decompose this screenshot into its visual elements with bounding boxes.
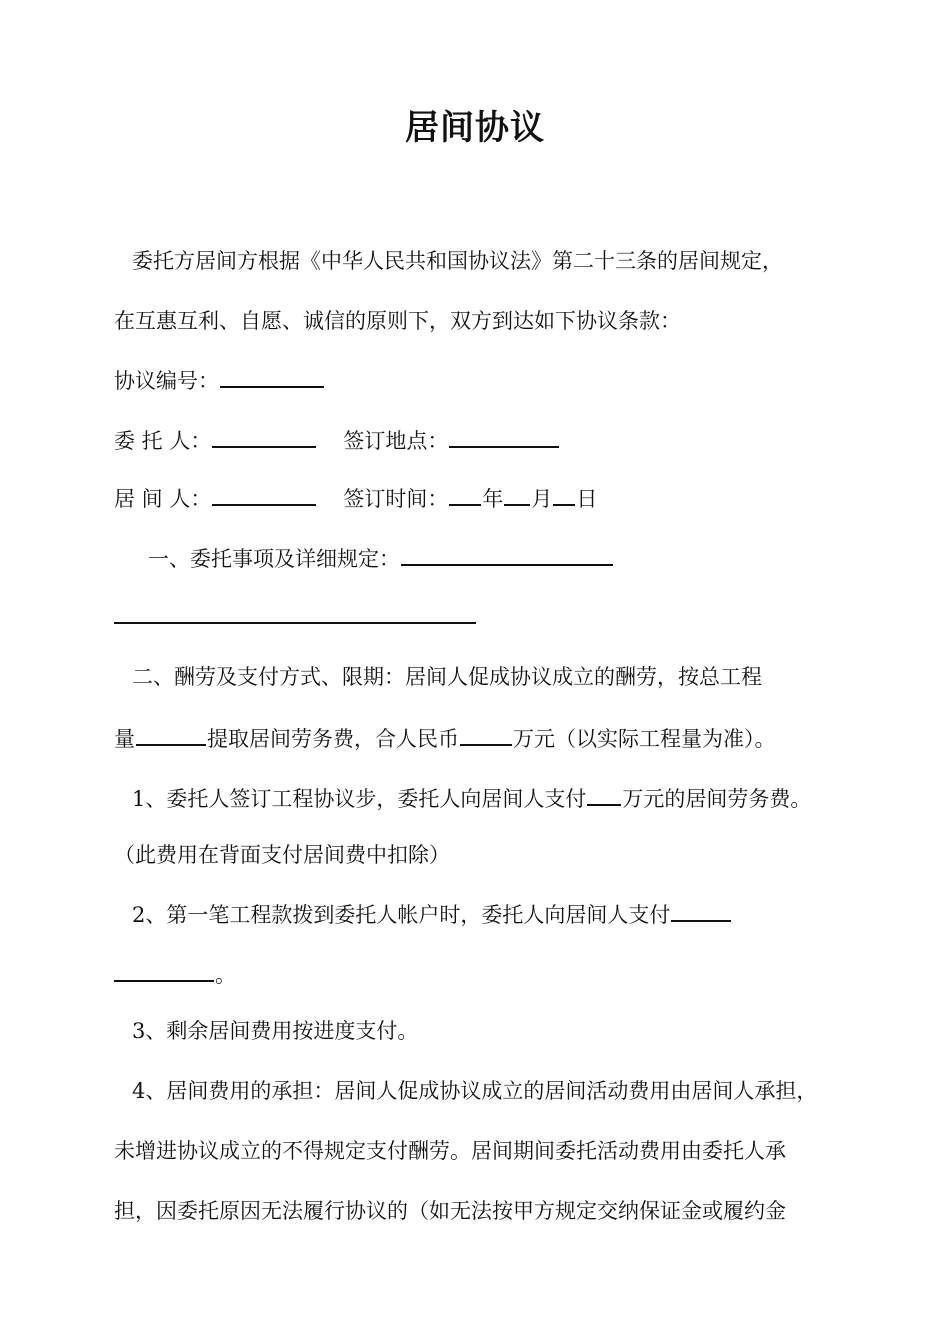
item-3-line-1: 3、剩余居间费用按进度支付。 [132,1019,419,1043]
item-1-line-2: （此费用在背面支付居间费中扣除） [114,843,450,867]
section-2-middle: 提取居间劳务费，合人民币 [207,727,459,751]
agreement-number-blank[interactable] [220,364,324,388]
item-4-line-3: 担，因委托原因无法履行协议的（如无法按甲方规定交纳保证金或履约金 [114,1199,786,1223]
item-4-line-2: 未增进协议成立的不得规定支付酬劳。居间期间委托活动费用由委托人承 [114,1139,786,1163]
section-1-blank-continued[interactable] [114,622,476,624]
section-1-label: 一、委托事项及详细规定： [148,547,400,571]
intermediary-label: 居 间 人： [114,487,212,511]
intro-line-1: 委托方居间方根据《中华人民共和国协议法》第二十三条的居间规定， [132,249,783,273]
sign-place-blank[interactable] [449,424,559,448]
item-1-text-b: 万元的居间劳务费。 [622,787,812,811]
principal-blank[interactable] [212,424,316,448]
intermediary-row [114,482,597,514]
day-label: 日 [576,487,598,511]
month-label: 月 [531,487,553,511]
item-4-line-1: 4、居间费用的承担：居间人促成协议成立的居间活动费用由居间人承担， [132,1079,818,1103]
intro-line-2: 在互惠互利、自愿、诚信的原则下，双方到达如下协议条款： [114,309,681,333]
section-2-line-2 [114,722,776,754]
rmb-amount-blank[interactable] [460,722,512,746]
year-blank[interactable] [449,482,481,506]
item-1-line-1 [132,782,811,814]
item-2-line-1 [132,898,732,930]
sign-time-label: 签订时间： [343,487,449,511]
day-blank[interactable] [553,482,575,506]
item-2-period: 。 [215,963,236,987]
section-2-prefix: 量 [114,727,135,751]
month-blank[interactable] [504,482,530,506]
section-1-row [148,542,614,574]
item-2-amount-blank[interactable] [671,898,731,922]
year-label: 年 [482,487,504,511]
item-1-text-a: 1、委托人签订工程协议步，委托人向居间人支付 [132,787,587,811]
section-2-line-1: 二、酬劳及支付方式、限期：居间人促成协议成立的酬劳，按总工程 [132,665,762,689]
sign-place-label: 签订地点： [343,429,449,453]
intermediary-blank[interactable] [212,482,316,506]
principal-row [114,424,560,456]
item-2-line-2 [114,958,236,990]
section-2-suffix: 万元（以实际工程量为准）。 [513,727,776,751]
agreement-number-row [114,364,325,396]
agreement-number-label: 协议编号： [114,369,219,393]
document-title: 居间协议 [405,108,545,148]
item-2-text: 2、第一笔工程款拨到委托人帐户时，委托人向居间人支付 [132,903,671,927]
total-volume-blank[interactable] [136,722,206,746]
principal-label: 委 托 人： [114,429,212,453]
item-1-amount-blank[interactable] [587,782,621,806]
item-2-amount-blank-continued[interactable] [114,958,214,982]
section-1-blank[interactable] [401,542,613,566]
